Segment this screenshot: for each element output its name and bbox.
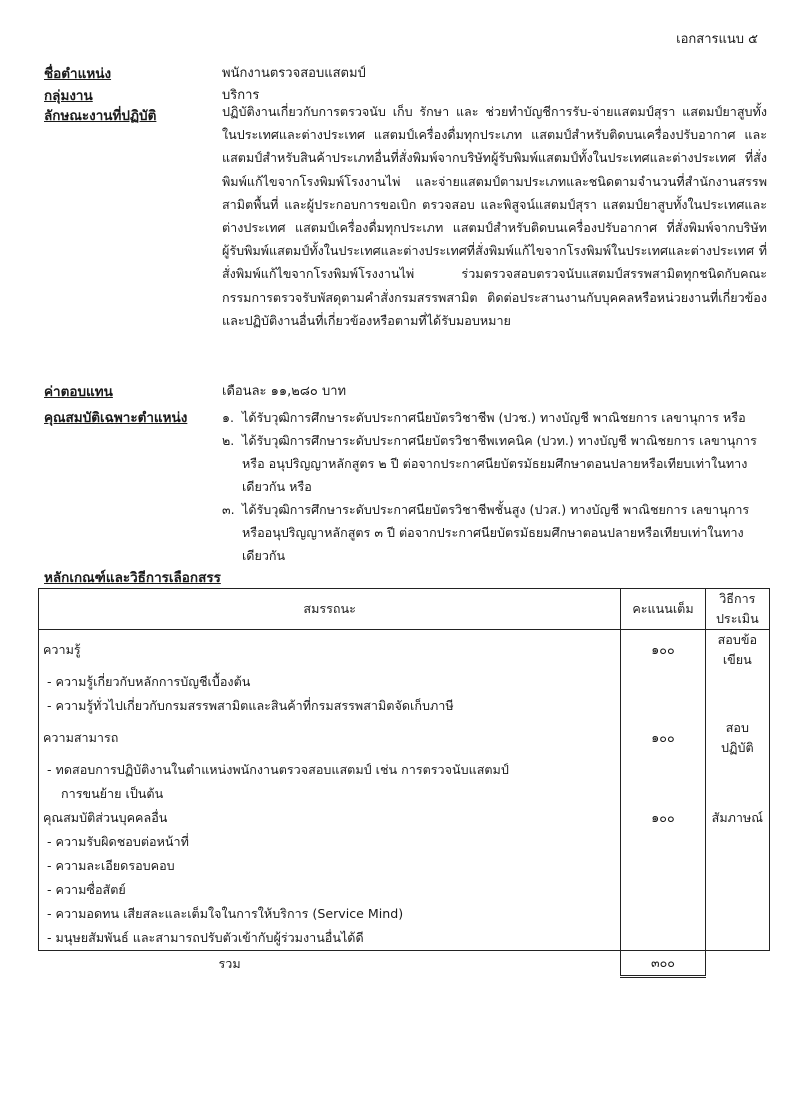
criteria-item: - ความรู้ทั่วไปเกี่ยวกับกรมสรรพสามิตและสินค้าที่กรมสรรพสามิตจัดเก็บภาษี (39, 694, 621, 718)
qualification-item (222, 406, 767, 429)
group-score: ๑๐๐ (621, 630, 705, 671)
table-row (39, 694, 770, 718)
selection-heading: หลักเกณฑ์และวิธีการเลือกสรร (44, 570, 221, 586)
total-value: ๓๐๐ (621, 951, 705, 977)
position-value: พนักงานตรวจสอบแสตมป์ (222, 66, 366, 81)
table-row (39, 758, 770, 782)
pay-value: เดือนละ ๑๑,๒๘๐ บาท (222, 384, 347, 399)
header-full-score: คะแนนเต็ม (621, 589, 705, 630)
table-row (39, 902, 770, 926)
criteria-item: - ความอดทน เสียสละและเต็มใจในการให้บริการ (Service Mind) (39, 902, 621, 926)
group-method: สอบปฏิบัติ (705, 718, 769, 758)
table-row (39, 878, 770, 902)
table-header-row (39, 589, 770, 630)
qualification-text: ได้รับวุฒิการศึกษาระดับประกาศนียบัตรวิชาชีพเทคนิค (ปวท.) ทางบัญชี พาณิชยการ เลขานุการ หรือ อนุปริญญาหลักสูตร ๒ ปี ต่อจากประกาศนียบัตรมัธยมศึกษาตอนปลายหรือเทียบเท่าในทางเดียวกัน หรือ (242, 433, 757, 494)
qualification-item (222, 498, 767, 567)
table-row (39, 830, 770, 854)
header-method: วิธีการประเมิน (705, 589, 769, 630)
table-row (39, 926, 770, 951)
header-competency: สมรรถนะ (39, 589, 621, 630)
qualification-item (222, 429, 767, 498)
group-method: สัมภาษณ์ (705, 806, 769, 830)
group-score: ๑๐๐ (621, 806, 705, 830)
qualification-text: ได้รับวุฒิการศึกษาระดับประกาศนียบัตรวิชาชีพชั้นสูง (ปวส.) ทางบัญชี พาณิชยการ เลขานุการ หรืออนุปริญญาหลักสูตร ๓ ปี ต่อจากประกาศนียบัตรมัธยมศึกษาตอนปลายหรือเทียบเท่าในทางเดียวกัน (242, 502, 750, 563)
qualification-number: ๑. (222, 410, 234, 425)
table-row (39, 630, 770, 671)
table-row (39, 782, 770, 806)
table-row (39, 854, 770, 878)
group-title: ความรู้ (39, 630, 621, 671)
group-title: คุณสมบัติส่วนบุคคลอื่น (39, 806, 621, 830)
total-row (39, 951, 770, 977)
group-label: กลุ่มงาน (44, 88, 93, 104)
criteria-item: - ความละเอียดรอบคอบ (39, 854, 621, 878)
group-method: สอบข้อเขียน (705, 630, 769, 671)
table-row (39, 806, 770, 830)
qualification-label: คุณสมบัติเฉพาะตำแหน่ง (44, 410, 188, 426)
criteria-item: - มนุษยสัมพันธ์ และสามารถปรับตัวเข้ากับผู้ร่วมงานอื่นได้ดี (39, 926, 621, 951)
position-label: ชื่อตำแหน่ง (44, 66, 112, 82)
group-score: ๑๐๐ (621, 718, 705, 758)
table-row (39, 718, 770, 758)
criteria-table (38, 588, 770, 978)
duty-label: ลักษณะงานที่ปฏิบัติ (44, 108, 157, 124)
qualification-text: ได้รับวุฒิการศึกษาระดับประกาศนียบัตรวิชาชีพ (ปวช.) ทางบัญชี พาณิชยการ เลขานุการ หรือ (242, 410, 746, 425)
qualification-number: ๒. (222, 433, 235, 448)
pay-label: ค่าตอบแทน (44, 384, 113, 400)
criteria-item: - ทดสอบการปฏิบัติงานในตำแหน่งพนักงานตรวจสอบแสตมป์ เช่น การตรวจนับแสตมป์ (39, 758, 621, 782)
criteria-item: - ความซื่อสัตย์ (39, 878, 621, 902)
criteria-item: - ความรู้เกี่ยวกับหลักการบัญชีเบื้องต้น (39, 670, 621, 694)
page-tag: เอกสารแนบ ๕ (676, 32, 758, 47)
table-row (39, 670, 770, 694)
total-label: รวม (39, 951, 621, 977)
criteria-item-continued: การขนย้าย เป็นต้น (39, 782, 621, 806)
qualification-list (222, 406, 767, 567)
qualification-number: ๓. (222, 502, 235, 517)
group-title: ความสามารถ (39, 718, 621, 758)
duty-description: ปฏิบัติงานเกี่ยวกับการตรวจนับ เก็บ รักษา และ ช่วยทำบัญชีการรับ-จ่ายแสตมป์สุรา แสตมป์ยาสูบทั้งในประเทศและต่างประเทศ แสตมป์เครื่องดื่มทุกประเภท แสตมป์สำหรับติดบนเครื่องปรับอากาศ และแสตมป์สำหรับสินค้าประเภทอื่นที่สั่งพิมพ์จากบริษัทผู้รับพิมพ์แสตมป์ทั้งในประเทศและต่างประเทศ ที่สั่งพิมพ์แก้ไขจากโรงพิมพ์โรงงานไพ่ และจ่ายแสตมป์ตามประเภทและชนิดตามจำนวนที่สำนักงานสรรพสามิตพื้นที่ และผู้ประกอบการขอเบิก ตรวจสอบ และพิสูจน์แสตมป์สุรา แสตมป์ยาสูบทั้งในประเทศและต่างประเทศ แสตมป์เครื่องดื่มทุกประเภท แสตมป์สำหรับติดบนเครื่องปรับอากาศ ที่สั่งพิมพ์จากบริษัทผู้รับพิมพ์แสตมป์ทั้งในประเทศและต่างประเทศที่สั่งพิมพ์แก้ไขจากโรงพิมพ์ในประเทศและต่างประเทศ ที่สั่งพิมพ์แก้ไขจากโรงพิมพ์โรงงานไพ่ ร่วมตรวจสอบตรวจนับแสตมป์สรรพสามิตทุกชนิดกับคณะกรรมการตรวจรับพัสดุตามคำสั่งกรมสรรพสามิต ติดต่อประสานงานกับบุคคลหรือหน่วยงานที่เกี่ยวข้อง และปฏิบัติงานอื่นที่เกี่ยวข้องหรือตามที่ได้รับมอบหมาย (222, 104, 767, 328)
criteria-item: - ความรับผิดชอบต่อหน้าที่ (39, 830, 621, 854)
group-value: บริการ (222, 88, 260, 103)
